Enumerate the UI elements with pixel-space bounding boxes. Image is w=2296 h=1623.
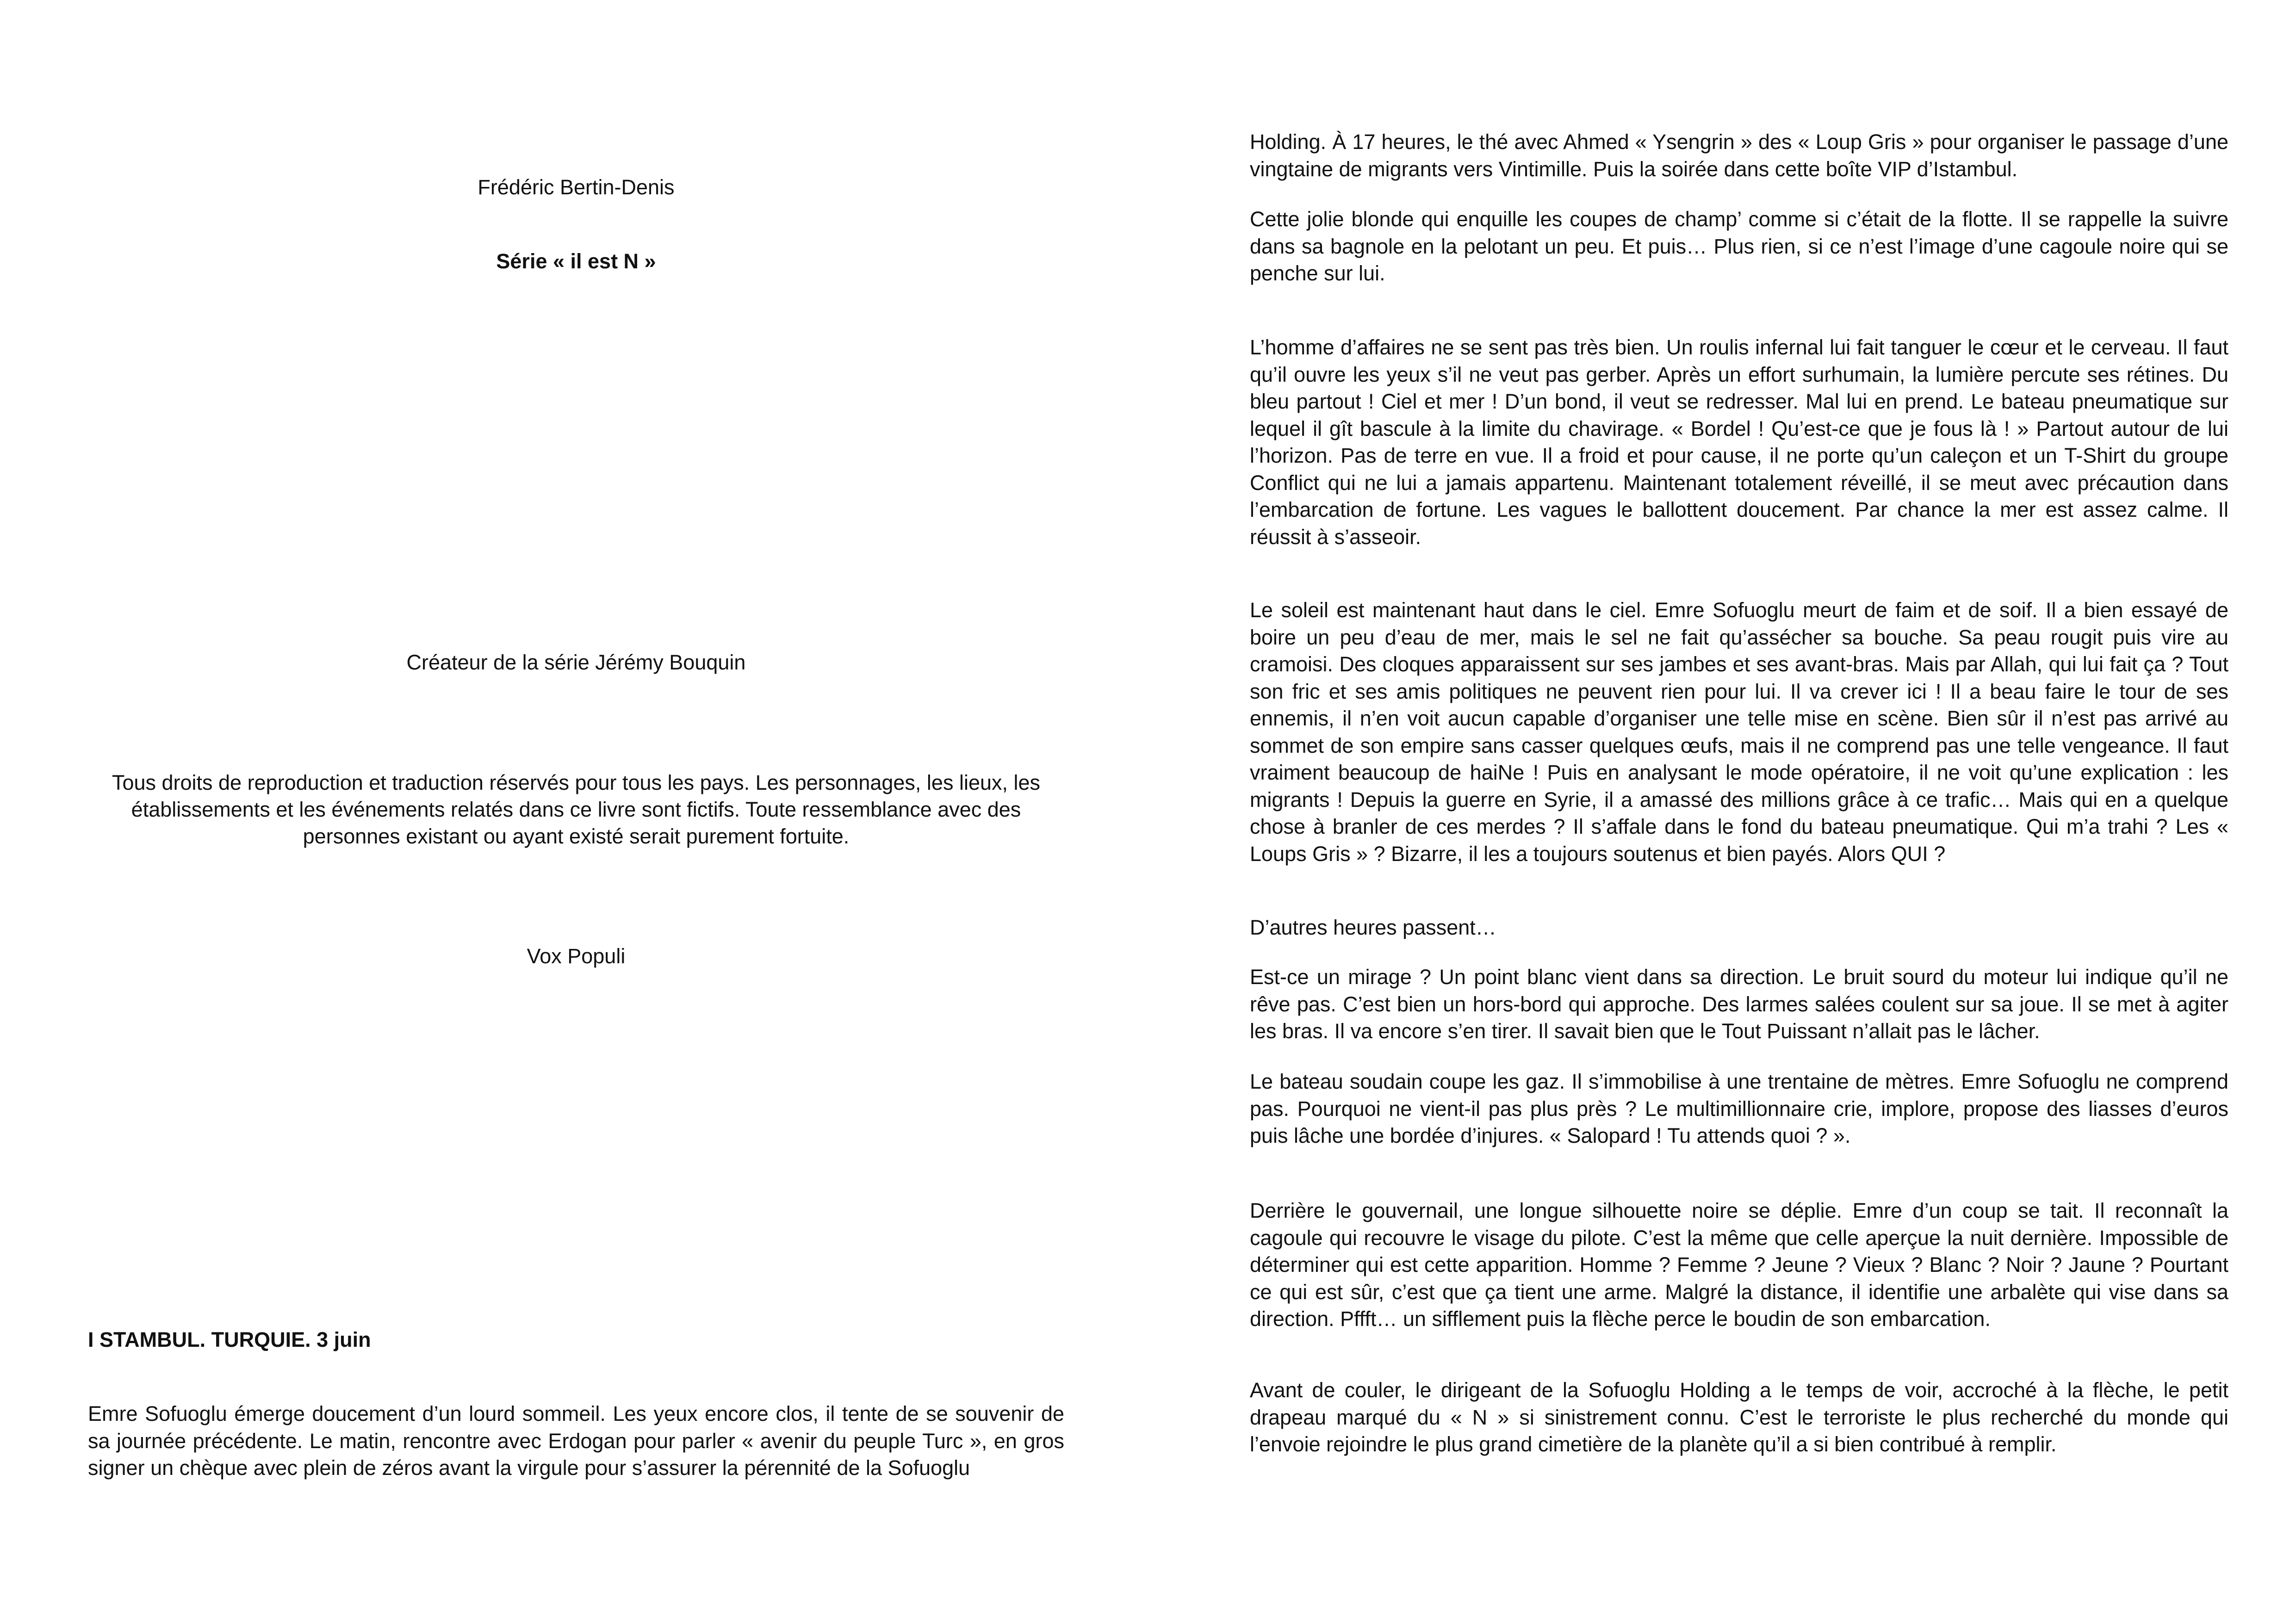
series-title: Série « il est N » bbox=[496, 249, 656, 273]
paragraph-9: Avant de couler, le dirigeant de la Sofuoglu Holding a le temps de voir, accroché à la flèche, le petit drapeau marqué du « N » si sinistrement connu. C’est le terroriste le plus recherché du monde qui l’envoie rejoindre le plus grand cimetière de la planète qu’il a si bien contribué à remplir. bbox=[1250, 1378, 2228, 1456]
paragraph-2: Cette jolie blonde qui enquille les coupes de champ’ comme si c’était de la flotte. Il se rappelle la suivre dans sa bagnole en la pelotant un peu. Et puis… Plus rien, si ce n’est l’image d’une cagoule noire qui se penche sur lui. bbox=[1250, 207, 2228, 285]
paragraph-7: Le bateau soudain coupe les gaz. Il s’immobilise à une trentaine de mètres. Emre Sofuoglu ne comprend pas. Pourquoi ne vient-il pas plus près ? Le multimillionnaire crie, implore, propose des liasses d’euros puis lâche une bordée d’injures. « Salopard ! Tu attends quoi ? ». bbox=[1250, 1070, 2228, 1147]
paragraph-6: Est-ce un mirage ? Un point blanc vient dans sa direction. Le bruit sourd du moteur lui indique qu’il ne rêve pas. C’est bien un hors-bord qui approche. Des larmes salées coulent sur sa joue. Il se met à agiter les bras. Il va encore s’en tirer. Il savait bien que le Tout Puissant n’allait pas le lâcher. bbox=[1250, 965, 2228, 1043]
creator-line: Créateur de la série Jérémy Bouquin bbox=[406, 650, 746, 674]
opening-paragraph: Emre Sofuoglu émerge doucement d’un lourd sommeil. Les yeux encore clos, il tente de se souvenir de sa journée précédente. Le matin, rencontre avec Erdogan pour parler « avenir du peuple Turc », en gros signer un chèque avec plein de zéros avant la virgule pour s’assurer la pérennité de la Sofuoglu bbox=[88, 1402, 1064, 1480]
right-page bbox=[1148, 0, 2296, 1623]
publisher-name: Vox Populi bbox=[527, 944, 626, 968]
paragraph-1: Holding. À 17 heures, le thé avec Ahmed « Ysengrin » des « Loup Gris » pour organiser le passage d’une vingtaine de migrants vers Vintimille. Puis la soirée dans cette boîte VIP d’Istambul. bbox=[1250, 130, 2228, 181]
chapter-heading: I STAMBUL. TURQUIE. 3 juin bbox=[88, 1328, 371, 1351]
paragraph-8: Derrière le gouvernail, une longue silhouette noire se déplie. Emre d’un coup se tait. Il reconnaît la cagoule qui recouvre le visage du pilote. C’est la même que celle aperçue la nuit dernière. Impossible de déterminer qui est cette apparition. Homme ? Femme ? Jeune ? Vieux ? Blanc ? Noir ? Jaune ? Pourtant ce qui est sûr, c’est que ça tient une arme. Malgré la distance, il identifie une arbalète qui vise dans sa direction. Pffft… un sifflement puis la flèche perce le boudin de son embarcation. bbox=[1250, 1199, 2228, 1331]
paragraph-4: Le soleil est maintenant haut dans le ciel. Emre Sofuoglu meurt de faim et de soif. Il a bien essayé de boire un peu d’eau de mer, mais le sel ne fait qu’assécher sa bouche. Sa peau rougit puis vire au cramoisi. Des cloques apparaissent sur ses jambes et ses avant-bras. Mais par Allah, qui lui fait ça ? Tout son fric et ses amis politiques ne peuvent rien pour lui. Il va crever ici ! Il a beau faire le tour de ses ennemis, il n’en voit aucun capable d’organiser une telle mise en scène. Bien sûr il n’est pas arrivé au sommet de son empire sans casser quelques œufs, mais il ne comprend pas une telle vengeance. Il faut vraiment beaucoup de haiNe ! Puis en analysant le mode opératoire, il ne voit qu’une explication : les migrants ! Depuis la guerre en Syrie, il a amassé des millions grâce à ce trafic… Mais qui en a quelque chose à branler de ces merdes ? Il s’affale dans le fond du bateau pneumatique. Qui m’a trahi ? Les « Loups Gris » ? Bizarre, il les a toujours soutenus et bien payés. Alors QUI ? bbox=[1250, 598, 2228, 866]
paragraph-3: L’homme d’affaires ne se sent pas très bien. Un roulis infernal lui fait tanguer le cœur et le cerveau. Il faut qu’il ouvre les yeux s’il ne veut pas gerber. Après un effort surhumain, la lumière percute ses rétines. Du bleu partout ! Ciel et mer ! D’un bond, il veut se redresser. Mal lui en prend. Le bateau pneumatique sur lequel il gît bascule à la limite du chavirage. « Bordel ! Qu’est-ce que je fous là ! » Partout autour de lui l’horizon. Pas de terre en vue. Il a froid et pour cause, il ne porte qu’un caleçon et un T-Shirt du groupe Conflict qui ne lui a jamais appartenu. Maintenant totalement réveillé, il se meut avec précaution dans l’embarcation de fortune. Les vagues le ballottent doucement. Par chance la mer est assez calme. Il réussit à s’asseoir. bbox=[1250, 335, 2228, 549]
paragraph-5: D’autres heures passent… bbox=[1250, 916, 1496, 939]
rights-notice: Tous droits de reproduction et traduction réservés pour tous les pays. Les personnages, les lieux, les établissements et les événements relatés dans ce livre sont fictifs. Toute ressemblance avec des personnes existant ou ayant existé serait purement fortuite. bbox=[112, 771, 1041, 848]
author-name: Frédéric Bertin-Denis bbox=[478, 175, 675, 199]
